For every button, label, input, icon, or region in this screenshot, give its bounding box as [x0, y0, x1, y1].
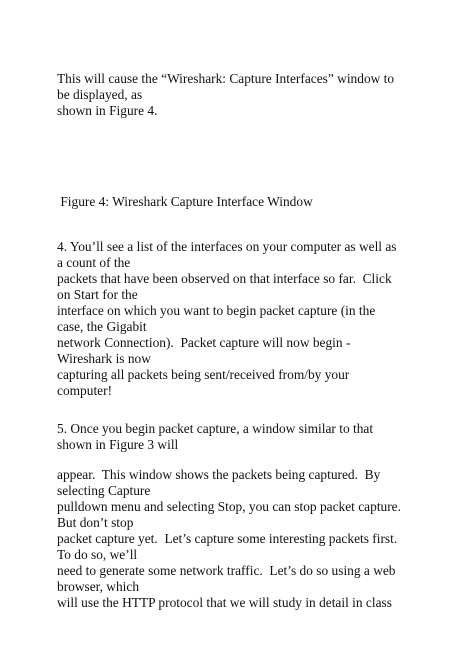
paragraph-2-line-9: capturing all packets being sent/received from/by your — [57, 367, 350, 382]
paragraph-2-line-4: on Start for the — [57, 287, 138, 302]
paragraph-4-line-1: appear. This window shows the packets being captured. By — [57, 467, 381, 482]
paragraph-4-line-6: To do so, we’ll — [57, 547, 138, 562]
paragraph-1-line-3: shown in Figure 4. — [57, 103, 158, 118]
figure-caption: Figure 4: Wireshark Capture Interface Window — [57, 194, 313, 209]
paragraph-2-line-1: 4. You’ll see a list of the interfaces on your computer as well as — [57, 239, 397, 254]
paragraph-1-line-1: This will cause the “Wireshark: Capture Interfaces” window to — [57, 71, 395, 86]
paragraph-4-line-7: need to generate some network traffic. Let’s do so using a web — [57, 563, 396, 578]
paragraph-2-line-8: Wireshark is now — [57, 351, 151, 366]
paragraph-4-line-2: selecting Capture — [57, 483, 151, 498]
paragraph-1-line-2: be displayed, as — [57, 87, 143, 102]
paragraph-2-line-3: packets that have been observed on that interface so far. Click — [57, 271, 392, 286]
paragraph-3-line-1: 5. Once you begin packet capture, a window similar to that — [57, 421, 374, 436]
paragraph-2-line-10: computer! — [57, 383, 113, 398]
paragraph-2-line-5: interface on which you want to begin packet capture (in the — [57, 303, 376, 318]
paragraph-4-line-4: But don’t stop — [57, 515, 134, 530]
paragraph-3-line-2: shown in Figure 3 will — [57, 437, 179, 452]
paragraph-2-line-6: case, the Gigabit — [57, 319, 147, 334]
paragraph-4-line-9: will use the HTTP protocol that we will study in detail in class — [57, 595, 392, 610]
paragraph-4-line-5: packet capture yet. Let’s capture some interesting packets first. — [57, 531, 398, 546]
paragraph-2-line-7: network Connection). Packet capture will now begin - — [57, 335, 351, 350]
paragraph-4-line-3: pulldown menu and selecting Stop, you can stop packet capture. — [57, 499, 401, 514]
paragraph-4-line-8: browser, which — [57, 579, 140, 594]
paragraph-2-line-2: a count of the — [57, 255, 131, 270]
